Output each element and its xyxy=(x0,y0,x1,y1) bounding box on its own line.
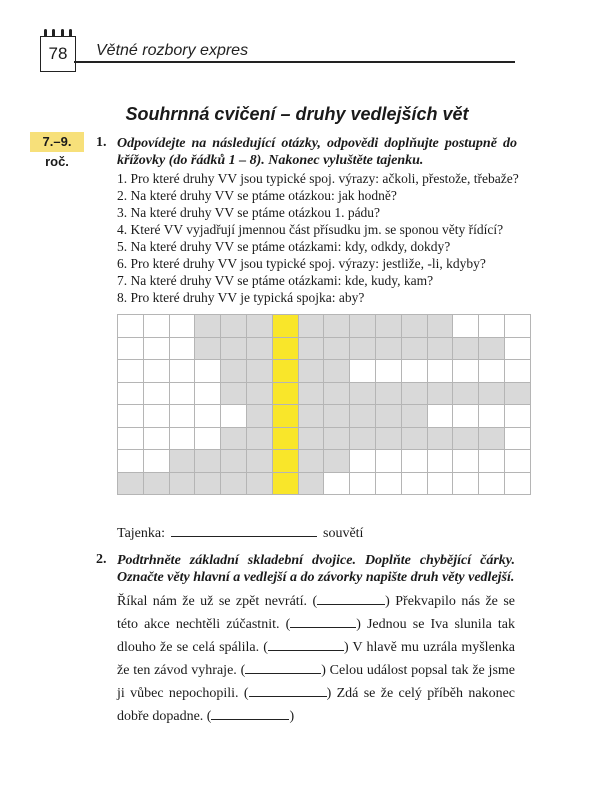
crossword-empty-cell[interactable] xyxy=(143,360,169,383)
crossword-answer-cell[interactable] xyxy=(427,315,453,338)
grade-badge: 7.–9. roč. xyxy=(30,132,84,152)
crossword-empty-cell[interactable] xyxy=(479,360,505,383)
crossword-answer-cell[interactable] xyxy=(401,315,427,338)
task2-instruction: Podtrhněte základní skladební dvojice. Doplňte chybějící čárky. Označte věty hlavní a vedlejší a do závorky napište druh věty vedlejší. xyxy=(117,553,515,585)
crossword-empty-cell[interactable] xyxy=(453,315,479,338)
question-1: 1. Pro které druhy VV jsou typické spoj. výrazy: ačkoli, přestože, třebaže? xyxy=(117,171,519,186)
crossword-answer-cell[interactable] xyxy=(195,337,221,360)
crossword-answer-cell[interactable] xyxy=(298,360,324,383)
crossword-empty-cell[interactable] xyxy=(350,450,376,473)
exercise-segment: ) Celou událost popsal tak že jsme ji vůbec nepochopili. ( xyxy=(117,663,515,701)
crossword-empty-cell[interactable] xyxy=(375,360,401,383)
crossword-empty-cell[interactable] xyxy=(427,360,453,383)
crossword-empty-cell[interactable] xyxy=(324,472,350,495)
crossword-empty-cell[interactable] xyxy=(479,472,505,495)
crossword-answer-cell[interactable] xyxy=(221,360,247,383)
crossword-answer-cell[interactable] xyxy=(401,427,427,450)
exercise-segment: ) xyxy=(289,709,295,724)
task2-number: 2. xyxy=(96,552,107,567)
crossword-answer-cell[interactable] xyxy=(246,405,272,428)
crossword-answer-cell[interactable] xyxy=(350,382,376,405)
crossword-solution-cell[interactable] xyxy=(272,427,298,450)
crossword-answer-cell[interactable] xyxy=(427,337,453,360)
crossword-empty-cell[interactable] xyxy=(453,360,479,383)
crossword-answer-cell[interactable] xyxy=(324,337,350,360)
crossword-answer-cell[interactable] xyxy=(479,427,505,450)
crossword-empty-cell[interactable] xyxy=(479,405,505,428)
crossword-empty-cell[interactable] xyxy=(143,315,169,338)
crossword-empty-cell[interactable] xyxy=(504,472,530,495)
crossword-answer-cell[interactable] xyxy=(246,382,272,405)
answer-blank[interactable] xyxy=(211,707,289,720)
crossword-answer-cell[interactable] xyxy=(298,382,324,405)
crossword-empty-cell[interactable] xyxy=(195,360,221,383)
crossword-answer-cell[interactable] xyxy=(298,315,324,338)
crossword-empty-cell[interactable] xyxy=(427,450,453,473)
crossword-row xyxy=(118,450,531,473)
crossword-empty-cell[interactable] xyxy=(169,382,195,405)
crossword-empty-cell[interactable] xyxy=(169,360,195,383)
crossword-empty-cell[interactable] xyxy=(195,405,221,428)
crossword-empty-cell[interactable] xyxy=(401,450,427,473)
answer-blank[interactable] xyxy=(317,592,385,605)
crossword-empty-cell[interactable] xyxy=(221,405,247,428)
crossword-row xyxy=(118,382,531,405)
tajenka-input-line[interactable] xyxy=(171,522,317,537)
crossword-answer-cell[interactable] xyxy=(221,337,247,360)
crossword-empty-cell[interactable] xyxy=(169,427,195,450)
crossword-empty-cell[interactable] xyxy=(453,472,479,495)
crossword-answer-cell[interactable] xyxy=(324,382,350,405)
crossword-answer-cell[interactable] xyxy=(350,405,376,428)
crossword-empty-cell[interactable] xyxy=(169,337,195,360)
crossword-solution-cell[interactable] xyxy=(272,405,298,428)
crossword-answer-cell[interactable] xyxy=(324,315,350,338)
crossword-answer-cell[interactable] xyxy=(479,382,505,405)
crossword-row xyxy=(118,427,531,450)
crossword-solution-cell[interactable] xyxy=(272,315,298,338)
crossword-answer-cell[interactable] xyxy=(401,337,427,360)
crossword-empty-cell[interactable] xyxy=(375,450,401,473)
header-title: Větné rozbory expres xyxy=(96,42,249,59)
answer-blank[interactable] xyxy=(245,661,321,674)
crossword-empty-cell[interactable] xyxy=(427,405,453,428)
crossword-empty-cell[interactable] xyxy=(504,427,530,450)
crossword-answer-cell[interactable] xyxy=(427,427,453,450)
crossword-grid xyxy=(117,314,531,495)
crossword-empty-cell[interactable] xyxy=(375,472,401,495)
crossword-answer-cell[interactable] xyxy=(350,337,376,360)
crossword-answer-cell[interactable] xyxy=(298,405,324,428)
task2-exercise-text xyxy=(117,590,515,728)
crossword-solution-cell[interactable] xyxy=(272,450,298,473)
crossword-answer-cell[interactable] xyxy=(169,472,195,495)
header-divider xyxy=(74,61,515,63)
crossword-answer-cell[interactable] xyxy=(504,382,530,405)
crossword-answer-cell[interactable] xyxy=(298,337,324,360)
crossword-row xyxy=(118,360,531,383)
crossword-empty-cell[interactable] xyxy=(118,360,144,383)
crossword-empty-cell[interactable] xyxy=(453,450,479,473)
crossword-answer-cell[interactable] xyxy=(324,450,350,473)
crossword-answer-cell[interactable] xyxy=(221,450,247,473)
crossword-empty-cell[interactable] xyxy=(143,450,169,473)
question-5: 5. Na které druhy VV se ptáme otázkami: kdy, odkdy, dokdy? xyxy=(117,239,451,254)
exercise-segment: ) Zdá se že celý příběh nakonec dobře dopadne. ( xyxy=(117,686,515,724)
crossword-empty-cell[interactable] xyxy=(169,315,195,338)
crossword-empty-cell[interactable] xyxy=(143,337,169,360)
crossword-empty-cell[interactable] xyxy=(118,382,144,405)
crossword-empty-cell[interactable] xyxy=(504,360,530,383)
crossword-empty-cell[interactable] xyxy=(118,337,144,360)
task1-questions xyxy=(117,170,519,306)
answer-blank[interactable] xyxy=(268,638,344,651)
crossword-row xyxy=(118,315,531,338)
tajenka-answer xyxy=(117,522,363,542)
crossword-answer-cell[interactable] xyxy=(221,427,247,450)
crossword-answer-cell[interactable] xyxy=(375,315,401,338)
crossword-answer-cell[interactable] xyxy=(401,382,427,405)
crossword-answer-cell[interactable] xyxy=(375,337,401,360)
crossword-answer-cell[interactable] xyxy=(246,337,272,360)
page-number: 78 xyxy=(40,36,76,72)
crossword-solution-cell[interactable] xyxy=(272,472,298,495)
crossword-answer-cell[interactable] xyxy=(375,382,401,405)
crossword-answer-cell[interactable] xyxy=(350,427,376,450)
crossword-row xyxy=(118,405,531,428)
crossword-answer-cell[interactable] xyxy=(246,427,272,450)
crossword-row xyxy=(118,472,531,495)
crossword-empty-cell[interactable] xyxy=(118,405,144,428)
crossword-answer-cell[interactable] xyxy=(169,450,195,473)
crossword-answer-cell[interactable] xyxy=(324,427,350,450)
crossword-answer-cell[interactable] xyxy=(479,337,505,360)
crossword-answer-cell[interactable] xyxy=(453,427,479,450)
crossword-empty-cell[interactable] xyxy=(195,382,221,405)
task1-number: 1. xyxy=(96,135,107,150)
crossword-answer-cell[interactable] xyxy=(246,315,272,338)
crossword-empty-cell[interactable] xyxy=(504,450,530,473)
crossword-answer-cell[interactable] xyxy=(195,315,221,338)
crossword-answer-cell[interactable] xyxy=(118,472,144,495)
tajenka-suffix: souvětí xyxy=(323,526,364,541)
exercise-segment: ) V hlavě mu uzrála myšlenka že ten závod vyhraje. ( xyxy=(117,640,516,678)
crossword-empty-cell[interactable] xyxy=(479,315,505,338)
crossword-answer-cell[interactable] xyxy=(453,337,479,360)
crossword-answer-cell[interactable] xyxy=(427,382,453,405)
tajenka-label: Tajenka: xyxy=(117,526,165,541)
crossword-empty-cell[interactable] xyxy=(504,405,530,428)
crossword-empty-cell[interactable] xyxy=(350,360,376,383)
question-3: 3. Na které druhy VV se ptáme otázkou 1. pádu? xyxy=(117,205,381,220)
crossword-answer-cell[interactable] xyxy=(324,360,350,383)
crossword-answer-cell[interactable] xyxy=(298,427,324,450)
crossword-empty-cell[interactable] xyxy=(504,337,530,360)
crossword-answer-cell[interactable] xyxy=(375,405,401,428)
crossword-answer-cell[interactable] xyxy=(221,382,247,405)
crossword-row xyxy=(118,337,531,360)
crossword-empty-cell[interactable] xyxy=(453,405,479,428)
answer-blank[interactable] xyxy=(290,615,356,628)
crossword-empty-cell[interactable] xyxy=(195,427,221,450)
crossword-empty-cell[interactable] xyxy=(504,315,530,338)
crossword-answer-cell[interactable] xyxy=(453,382,479,405)
crossword-answer-cell[interactable] xyxy=(195,472,221,495)
crossword-empty-cell[interactable] xyxy=(143,405,169,428)
crossword-answer-cell[interactable] xyxy=(375,427,401,450)
crossword-empty-cell[interactable] xyxy=(169,405,195,428)
crossword-answer-cell[interactable] xyxy=(246,450,272,473)
question-6: 6. Pro které druhy VV jsou typické spoj. výrazy: jestliže, -li, kdyby? xyxy=(117,256,486,271)
crossword-answer-cell[interactable] xyxy=(221,315,247,338)
crossword-solution-cell[interactable] xyxy=(272,360,298,383)
exercise-segment: ) Překvapilo nás že se této akce nechtěli zúčastnit. ( xyxy=(117,594,515,632)
crossword-answer-cell[interactable] xyxy=(143,472,169,495)
crossword-empty-cell[interactable] xyxy=(401,472,427,495)
task1-instruction: Odpovídejte na následující otázky, odpovědi doplňujte postupně do křížovky (do řádků 1 – 8). Nakonec vyluštěte tajenku. xyxy=(117,136,517,168)
crossword-empty-cell[interactable] xyxy=(479,450,505,473)
crossword-answer-cell[interactable] xyxy=(324,405,350,428)
question-8: 8. Pro které druhy VV je typická spojka: aby? xyxy=(117,290,365,305)
exercise-segment: ) Jednou se Iva slunila tak dlouho že se celá spálila. ( xyxy=(117,617,515,655)
crossword-solution-cell[interactable] xyxy=(272,382,298,405)
crossword-solution-cell[interactable] xyxy=(272,337,298,360)
crossword-answer-cell[interactable] xyxy=(246,360,272,383)
crossword-answer-cell[interactable] xyxy=(195,450,221,473)
crossword-empty-cell[interactable] xyxy=(401,360,427,383)
crossword-answer-cell[interactable] xyxy=(298,472,324,495)
exercise-segment: Říkal nám že už se zpět nevrátí. ( xyxy=(117,594,318,609)
crossword-empty-cell[interactable] xyxy=(118,450,144,473)
section-title: Souhrnná cvičení – druhy vedlejších vět xyxy=(125,104,469,124)
crossword-answer-cell[interactable] xyxy=(221,472,247,495)
question-7: 7. Na které druhy VV se ptáme otázkami: kde, kudy, kam? xyxy=(117,273,434,288)
crossword-empty-cell[interactable] xyxy=(143,427,169,450)
crossword-answer-cell[interactable] xyxy=(298,450,324,473)
crossword-empty-cell[interactable] xyxy=(350,472,376,495)
answer-blank[interactable] xyxy=(249,684,327,697)
crossword-empty-cell[interactable] xyxy=(143,382,169,405)
crossword-empty-cell[interactable] xyxy=(118,315,144,338)
crossword-answer-cell[interactable] xyxy=(246,472,272,495)
question-2: 2. Na které druhy VV se ptáme otázkou: jak hodně? xyxy=(117,188,397,203)
crossword-answer-cell[interactable] xyxy=(350,315,376,338)
crossword-empty-cell[interactable] xyxy=(118,427,144,450)
question-4: 4. Které VV vyjadřují jmennou část přísudku jm. se sponou věty řídící? xyxy=(117,222,504,237)
crossword-empty-cell[interactable] xyxy=(427,472,453,495)
crossword-answer-cell[interactable] xyxy=(401,405,427,428)
